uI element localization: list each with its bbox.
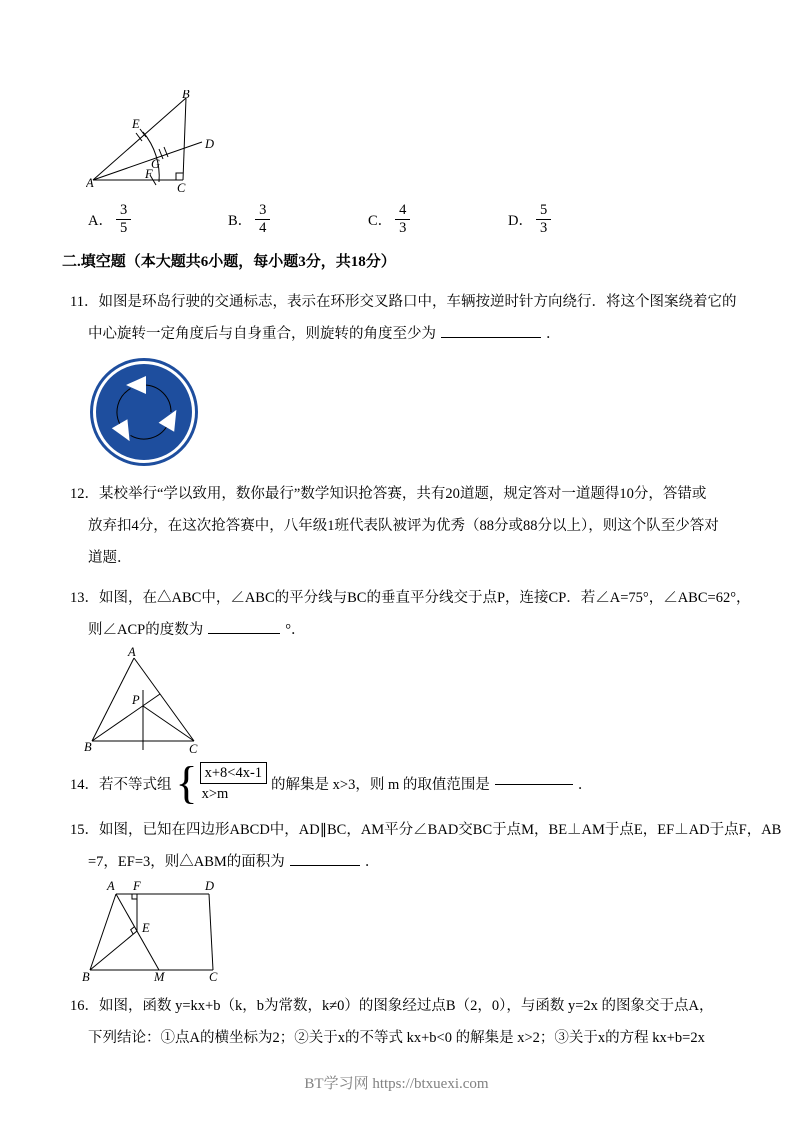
label-D: D: [205, 880, 215, 894]
label-B: B: [82, 970, 90, 983]
choice-a-label: A．: [88, 212, 113, 229]
q15-line2: [88, 846, 763, 878]
inequality-2: x>m: [201, 786, 229, 803]
q15-answer-blank: [290, 862, 360, 866]
sign-blue-disc: [90, 358, 198, 466]
label-A: A: [107, 880, 115, 894]
q11-line2-period: ．: [546, 326, 561, 343]
q11-line2-text: 中心旋转一定角度后与自身重合，则旋转的角度至少为: [88, 326, 436, 343]
q16-line2: 下列结论：①点A的横坐标为2；②关于x的不等式 kx+b<0 的解集是 x>2；③关于x的方程 kx+b=2x: [88, 1030, 705, 1047]
segment-AB: [92, 658, 134, 741]
question-15: [62, 814, 782, 878]
choice-b: [228, 202, 368, 236]
q12-line1: 12．某校举行“学以致用，数你最行”数学知识抢答赛，共有20道题，规定答对一道题得10分，答错或: [70, 486, 707, 503]
q15-line1: 15．如图，已知在四边形ABCD中，AD∥BC，AM平分∠BAD交BC于点M，BE⊥AM于点E，EF⊥AD于点F，AB: [70, 822, 782, 839]
label-B: B: [182, 90, 190, 101]
q12-line2: 放弃扣4分，在这次抢答赛中，八年级1班代表队被评为优秀（88分或88分以上），则这个队至少答对: [88, 518, 719, 535]
answer-choices-row: [88, 202, 763, 236]
segment-BC: [183, 98, 186, 180]
angle-bisector-BP: [92, 694, 160, 741]
question-16: [62, 990, 763, 1054]
fraction-numerator: 3: [255, 202, 270, 220]
system-brace: {: [175, 757, 198, 809]
figure-triangle-construction: [86, 90, 221, 194]
label-P: P: [132, 693, 140, 708]
fraction-denominator: 4: [259, 219, 267, 236]
choice-b-label: B．: [228, 212, 253, 229]
question-13: [62, 582, 763, 646]
q13-line1: 13．如图，在△ABC中，∠ABC的平分线与BC的垂直平分线交于点P，连接CP．若∠A=75°，∠ABC=62°，: [70, 590, 751, 607]
inequality-system: [175, 757, 268, 809]
label-E: E: [132, 117, 140, 131]
q15-line2-text: =7，EF=3，则△ABM的面积为: [88, 854, 285, 871]
fraction-denominator: 5: [119, 219, 128, 236]
figure-triangle-bisector: [84, 646, 209, 754]
q11-line2: [88, 318, 763, 350]
fraction-numerator: 5: [536, 202, 551, 220]
question-14: [62, 757, 763, 809]
segment-AB: [93, 98, 186, 180]
segment-DC: [209, 894, 213, 970]
site-watermark: BT学习网 https://btxuexi.com: [304, 1076, 489, 1092]
figure-roundabout-sign: [88, 356, 200, 468]
label-F: F: [145, 167, 153, 181]
choice-d-label: D．: [508, 212, 533, 229]
inequality-1: x+8<4x-1: [200, 762, 267, 784]
label-M: M: [154, 970, 165, 983]
q12-line3: 道题．: [88, 550, 132, 567]
q13-line2-text: 则∠ACP的度数为: [88, 622, 204, 639]
choice-c-label: C．: [368, 212, 393, 229]
choice-a: [88, 202, 228, 236]
question-11: [62, 286, 763, 350]
choice-a-fraction: [116, 202, 131, 236]
label-C: C: [177, 181, 186, 194]
q13-answer-blank: [208, 630, 280, 634]
q14-answer-blank: [495, 781, 573, 785]
q14-text-mid: 的解集是 x>3，则 m 的取值范围是: [271, 776, 490, 793]
label-B: B: [84, 740, 92, 755]
section-title-fill-in: 二.填空题（本大题共6小题，每小题3分，共18分）: [62, 254, 396, 271]
label-E: E: [142, 921, 150, 936]
q14-text-post: ．: [577, 776, 593, 793]
choice-c: [368, 202, 508, 236]
label-A: A: [86, 176, 94, 190]
fraction-numerator: 4: [395, 202, 410, 220]
q11-answer-blank: [441, 334, 541, 338]
q11-line1: 11．如图是环岛行驶的交通标志，表示在环形交叉路口中，车辆按逆时针方向绕行．将这个图案绕着它的: [70, 294, 737, 311]
choice-d-fraction: [536, 202, 551, 236]
label-F: F: [133, 880, 141, 894]
fraction-numerator: 3: [116, 202, 131, 220]
q14-row: [70, 757, 763, 809]
right-angle-mark-F: [132, 894, 137, 899]
label-G: G: [151, 157, 161, 171]
system-rows: [200, 762, 267, 804]
label-D: D: [205, 137, 215, 151]
choice-c-fraction: [395, 202, 410, 236]
q15-line2-period: ．: [364, 854, 380, 871]
q16-line1: 16．如图，函数 y=kx+b（k，b为常数，k≠0）的图象经过点B（2，0），与函数 y=2x 的图象交于点A，: [70, 998, 714, 1015]
choice-b-fraction: [255, 202, 270, 236]
right-angle-mark-C: [176, 173, 183, 180]
segment-PC: [143, 706, 194, 741]
q14-text-pre: 14．若不等式组: [70, 776, 172, 793]
question-12: [62, 478, 763, 574]
choice-d: [508, 202, 648, 236]
q13-line2-degree: °．: [285, 622, 306, 639]
q13-line2: [88, 614, 763, 646]
label-C: C: [189, 742, 198, 755]
fraction-denominator: 3: [539, 219, 548, 236]
fraction-denominator: 3: [399, 219, 407, 236]
figure-parallelogram: [82, 880, 232, 982]
label-A: A: [128, 646, 136, 660]
label-C: C: [209, 970, 218, 983]
